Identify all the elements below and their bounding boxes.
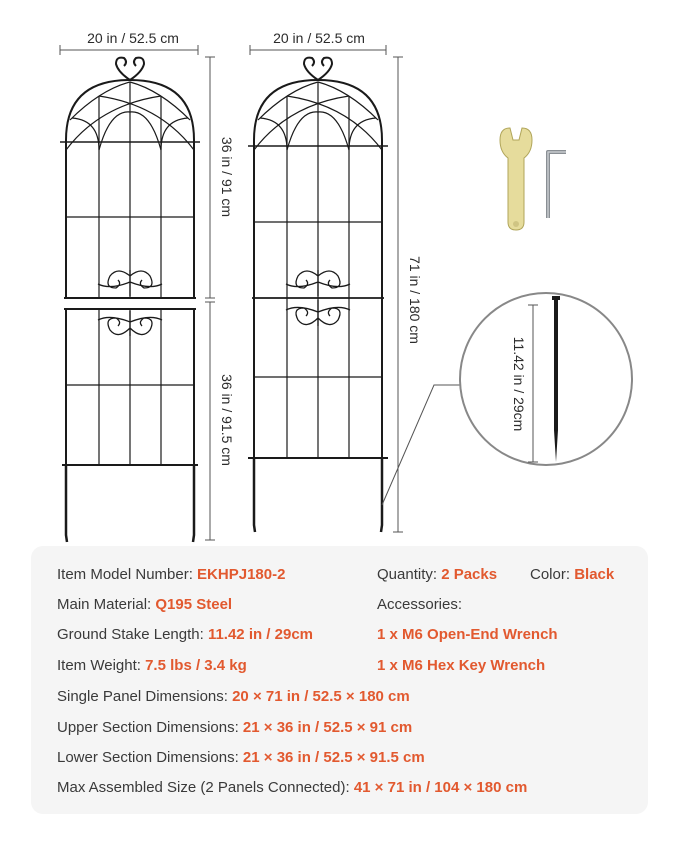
color-label: Color:	[530, 566, 575, 583]
hex-key-wrench-icon	[548, 152, 566, 218]
accessory-item-2	[377, 657, 545, 674]
weight-value: 7.5 lbs / 3.4 kg	[145, 657, 247, 674]
left-trellis-panel	[60, 58, 200, 542]
model-number-row	[57, 566, 285, 583]
lower-section-label: Lower Section Dimensions:	[57, 749, 243, 766]
single-panel-value: 20 × 71 in / 52.5 × 180 cm	[232, 688, 410, 705]
material-value: Q195 Steel	[155, 596, 233, 613]
accessory-hex-key: 1 x M6 Hex Key Wrench	[377, 657, 546, 674]
upper-height-label: 36 in / 91 cm	[219, 136, 235, 218]
stake-length-row	[57, 626, 313, 643]
max-assembled-row	[57, 779, 527, 796]
lower-section-value: 21 × 36 in / 52.5 × 91.5 cm	[242, 749, 425, 766]
accessory-wrench: 1 x M6 Open-End Wrench	[377, 626, 558, 643]
single-panel-row	[57, 688, 410, 705]
right-width-label: 20 in / 52.5 cm	[273, 30, 365, 46]
upper-section-label: Upper Section Dimensions:	[57, 719, 243, 736]
accessories-heading: Accessories:	[377, 596, 463, 613]
ground-stake-closeup	[460, 293, 632, 465]
quantity-label: Quantity:	[377, 566, 442, 583]
specifications-card	[31, 546, 648, 814]
material-row	[57, 596, 232, 613]
right-trellis-panel	[248, 58, 388, 532]
weight-row	[57, 657, 247, 674]
stake-length-value: 11.42 in / 29cm	[207, 626, 314, 643]
accessory-item-1	[377, 626, 558, 643]
max-assembled-value: 41 × 71 in / 104 × 180 cm	[353, 779, 528, 796]
max-assembled-label: Max Assembled Size (2 Panels Connected):	[57, 779, 354, 796]
lower-height-label: 36 in / 91.5 cm	[219, 374, 235, 466]
color-value: Black	[574, 566, 615, 583]
upper-section-value: 21 × 36 in / 52.5 × 91 cm	[242, 719, 413, 736]
quantity-value: 2 Packs	[441, 566, 498, 583]
quantity-row	[377, 566, 497, 583]
stake-length-label: 11.42 in / 29cm	[511, 336, 527, 432]
stake-length-spec-label: Ground Stake Length:	[57, 626, 208, 643]
upper-section-row	[57, 719, 412, 736]
single-panel-label: Single Panel Dimensions:	[57, 688, 233, 705]
lower-section-row	[57, 749, 425, 766]
color-row	[530, 566, 614, 583]
weight-label: Item Weight:	[57, 657, 146, 674]
open-end-wrench-icon	[500, 128, 532, 230]
left-width-label: 20 in / 52.5 cm	[87, 30, 179, 46]
model-number-value: EKHPJ180-2	[197, 566, 286, 583]
total-height-label: 71 in / 180 cm	[407, 256, 423, 344]
model-number-label: Item Model Number:	[57, 566, 198, 583]
material-label: Main Material:	[57, 596, 156, 613]
